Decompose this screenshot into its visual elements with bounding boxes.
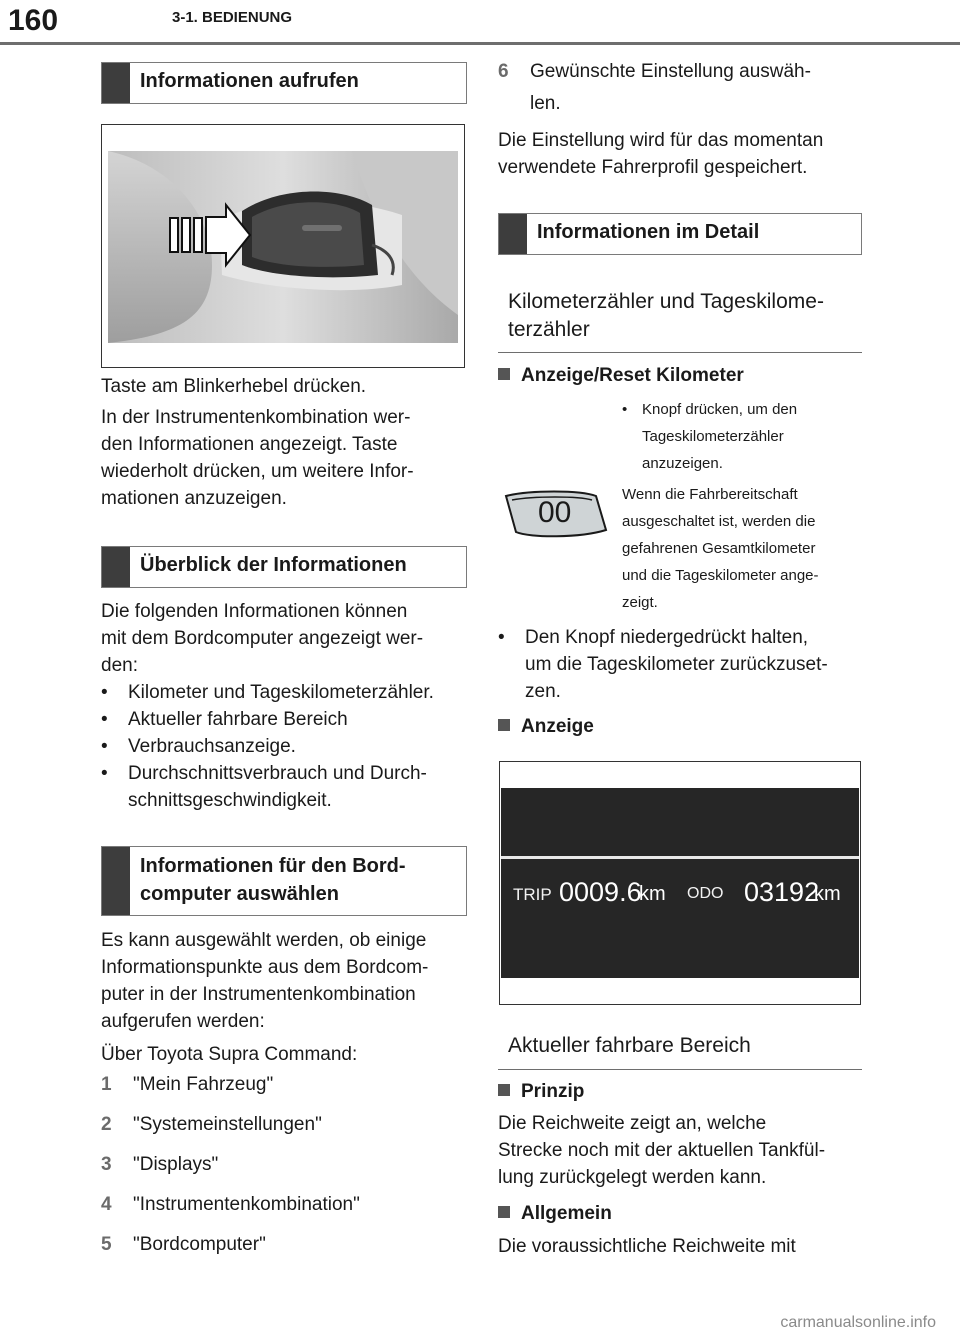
square-bullet-icon bbox=[498, 368, 510, 380]
list-item: • Kilometer und Tageskilometerzähler. bbox=[101, 682, 434, 703]
turn-signal-lever-illustration bbox=[102, 125, 464, 367]
knob-label: 00 bbox=[538, 496, 572, 529]
paragraph-following-info: Die folgenden Informationen können mit dem Bordcomputer angezeigt wer- den: bbox=[101, 601, 424, 676]
bold-heading-anzeige: Anzeige bbox=[498, 716, 594, 738]
list-item: • Durchschnittsverbrauch und Durch- bbox=[101, 763, 427, 784]
subheading-reichweite: Aktueller fahrbare Bereich bbox=[508, 1034, 751, 1057]
note-press-knob: • Knopf drücken, um den Tageskilometerzähler anzuzeigen. bbox=[622, 401, 798, 472]
chapter-title: 3-1. BEDIENUNG bbox=[172, 9, 293, 26]
list-item: • Verbrauchsanzeige. bbox=[101, 736, 296, 757]
note-ignition-off: Wenn die Fahrbereitschaft ausgeschaltet ist, werden die gefahrenen Gesamtkilometer und die Tageskilometer ange- zeigt. bbox=[622, 486, 819, 611]
heading-text: Informationen aufrufen bbox=[140, 70, 359, 92]
paragraph-instrument-info: In der Instrumentenkombination wer- den Informationen angezeigt. Taste wiederholt drücken, um weitere Infor- mationen anzuzeigen. bbox=[101, 407, 414, 509]
list-item: • Aktueller fahrbare Bereich bbox=[101, 709, 348, 730]
page-number: 160 bbox=[8, 4, 59, 37]
paragraph-range: Die Reichweite zeigt an, welche Strecke noch mit der aktuellen Tankfül- lung zurückgelegt werden kann. bbox=[498, 1113, 826, 1188]
bold-heading-prinzip: Prinzip bbox=[498, 1081, 584, 1103]
bullet-hold-knob: • Den Knopf niedergedrückt halten, um die Tageskilometer zurückzuset- zen. bbox=[498, 627, 828, 702]
square-bullet-icon bbox=[498, 1206, 510, 1218]
steps-list bbox=[101, 1071, 471, 1271]
heading-text: Informationen für den Bord- computer auswählen bbox=[140, 855, 406, 905]
square-bullet-icon bbox=[498, 1084, 510, 1096]
list-item: schnittsgeschwindigkeit. bbox=[128, 790, 332, 811]
display-screen bbox=[501, 788, 859, 978]
trip-label: TRIP bbox=[513, 885, 552, 904]
odo-value: 03192 bbox=[744, 877, 820, 907]
info-bullet-list bbox=[101, 679, 471, 814]
heading-informationen-im-detail bbox=[498, 213, 862, 255]
instrument-display-figure bbox=[499, 761, 861, 1005]
heading-bordcomputer-auswaehlen bbox=[101, 846, 467, 916]
lever-figure bbox=[101, 124, 465, 368]
watermark: carmanualsonline.info bbox=[780, 1314, 936, 1331]
subheading-rule bbox=[498, 1069, 862, 1070]
step-item: 4 "Instrumentenkombination" bbox=[101, 1194, 360, 1215]
subheading-kilometerzaehler: Kilometerzähler und Tageskilome- terzähler bbox=[508, 290, 824, 341]
step-item: 5 "Bordcomputer" bbox=[101, 1234, 266, 1255]
heading-informationen-aufrufen bbox=[101, 62, 467, 104]
reset-knob-figure bbox=[500, 486, 610, 542]
header-rule bbox=[0, 42, 960, 45]
trip-value: 0009.6 bbox=[559, 877, 642, 907]
trip-unit: km bbox=[639, 883, 666, 905]
paragraph-command: Über Toyota Supra Command: bbox=[101, 1044, 358, 1065]
step-item: 3 "Displays" bbox=[101, 1154, 219, 1175]
paragraph-press-button: Taste am Blinkerhebel drücken. bbox=[101, 376, 367, 397]
square-bullet-icon bbox=[498, 719, 510, 731]
bold-heading-allgemein: Allgemein bbox=[498, 1203, 612, 1225]
heading-ueberblick bbox=[101, 546, 467, 588]
display-divider bbox=[501, 856, 859, 859]
bold-heading-anzeige-reset: Anzeige/Reset Kilometer bbox=[498, 365, 744, 387]
step-item: 1 "Mein Fahrzeug" bbox=[101, 1074, 274, 1095]
paragraph-selection: Es kann ausgewählt werden, ob einige Informationspunkte aus dem Bordcom- puter in der Instrumentenkombination aufgerufen werden: bbox=[101, 930, 429, 1032]
paragraph-expected-range: Die voraussichtliche Reichweite mit bbox=[498, 1236, 796, 1257]
heading-text: Überblick der Informationen bbox=[140, 554, 407, 576]
odo-unit: km bbox=[814, 883, 841, 905]
subheading-rule bbox=[498, 352, 862, 353]
odo-label: ODO bbox=[687, 885, 724, 902]
step-6: 6 Gewünschte Einstellung auswäh- len. bbox=[498, 61, 811, 114]
step-item: 2 "Systemeinstellungen" bbox=[101, 1114, 322, 1135]
paragraph-profile-saved: Die Einstellung wird für das momentan verwendete Fahrerprofil gespeichert. bbox=[498, 130, 824, 178]
heading-text: Informationen im Detail bbox=[537, 221, 760, 243]
